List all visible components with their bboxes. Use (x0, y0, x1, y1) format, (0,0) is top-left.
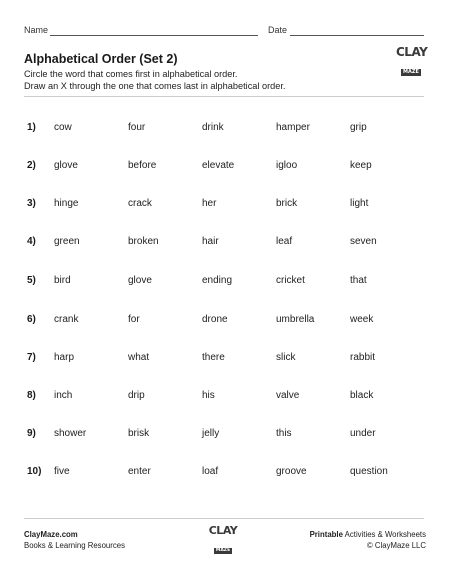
footer-printable-bold: Printable (309, 530, 343, 539)
footer-site: ClayMaze.com (24, 530, 78, 539)
worksheet-title: Alphabetical Order (Set 2) (24, 52, 178, 66)
word-option[interactable]: harp (54, 352, 75, 363)
word-row (0, 314, 450, 330)
word-option[interactable]: loaf (202, 466, 219, 477)
word-option[interactable]: his (202, 390, 215, 401)
word-row (0, 428, 450, 444)
word-row (0, 198, 450, 214)
word-option[interactable]: leaf (276, 236, 293, 247)
word-option[interactable]: light (350, 198, 369, 209)
word-option[interactable]: glove (128, 275, 152, 286)
word-option[interactable]: crank (54, 314, 79, 325)
footer-printable-rest: Activities & Worksheets (342, 530, 426, 539)
word-option[interactable]: there (202, 352, 225, 363)
word-option[interactable]: green (54, 236, 80, 247)
word-option[interactable]: brisk (128, 428, 150, 439)
word-option[interactable]: for (128, 314, 140, 325)
word-option[interactable]: brick (276, 198, 298, 209)
header-separator (24, 96, 424, 97)
footer-printable (310, 530, 426, 539)
word-option[interactable]: crack (128, 198, 152, 209)
row-number: 8) (27, 390, 36, 401)
word-row (0, 390, 450, 406)
row-number: 3) (27, 198, 36, 209)
instruction-line-1: Circle the word that comes first in alphabetical order. (24, 69, 238, 79)
word-option[interactable]: rabbit (350, 352, 376, 363)
word-row (0, 352, 450, 368)
word-option[interactable]: hinge (54, 198, 79, 209)
word-row (0, 160, 450, 176)
word-option[interactable]: five (54, 466, 70, 477)
date-label: Date (268, 25, 288, 35)
row-number: 9) (27, 428, 36, 439)
footer-logo-top-text: CLAY (208, 524, 238, 537)
footer-claymaze-logo (208, 525, 238, 555)
row-number: 4) (27, 236, 36, 247)
logo-top-text: CLAY (396, 45, 428, 59)
row-number: 5) (27, 275, 36, 286)
word-option[interactable]: question (350, 466, 388, 477)
word-option[interactable]: before (128, 160, 157, 171)
footer-separator (24, 518, 424, 519)
word-option[interactable]: groove (276, 466, 307, 477)
word-option[interactable]: bird (54, 275, 71, 286)
word-option[interactable]: valve (276, 390, 300, 401)
word-option[interactable]: enter (128, 466, 151, 477)
word-option[interactable]: ending (202, 275, 233, 286)
word-row (0, 275, 450, 291)
word-option[interactable]: week (350, 314, 374, 325)
word-option[interactable]: four (128, 122, 146, 133)
word-row (0, 122, 450, 138)
date-line (290, 35, 424, 36)
word-option[interactable]: cow (54, 122, 72, 133)
word-option[interactable]: inch (54, 390, 73, 401)
word-option[interactable]: jelly (202, 428, 220, 439)
word-option[interactable]: drip (128, 390, 145, 401)
word-option[interactable]: drink (202, 122, 224, 133)
row-number: 2) (27, 160, 36, 171)
word-option[interactable]: grip (350, 122, 367, 133)
word-option[interactable]: igloo (276, 160, 298, 171)
word-option[interactable]: under (350, 428, 376, 439)
word-option[interactable]: elevate (202, 160, 235, 171)
word-option[interactable]: shower (54, 428, 87, 439)
word-option[interactable]: drone (202, 314, 228, 325)
word-option[interactable]: keep (350, 160, 372, 171)
footer-copyright: © ClayMaze LLC (366, 541, 426, 550)
word-row (0, 236, 450, 252)
word-option[interactable]: umbrella (276, 314, 315, 325)
instruction-line-2: Draw an X through the one that comes last in alphabetical order. (24, 81, 286, 91)
word-option[interactable]: hamper (276, 122, 310, 133)
row-number: 1) (27, 122, 36, 133)
word-option[interactable]: cricket (276, 275, 305, 286)
word-row (0, 466, 450, 482)
name-line (50, 35, 258, 36)
word-option[interactable]: black (350, 390, 374, 401)
word-option[interactable]: slick (276, 352, 296, 363)
claymaze-logo (396, 46, 426, 77)
word-option[interactable]: glove (54, 160, 78, 171)
name-label: Name (24, 25, 49, 35)
word-option[interactable]: what (128, 352, 150, 363)
footer-tagline: Books & Learning Resources (24, 541, 125, 550)
row-number: 10) (27, 466, 42, 477)
footer-logo-bottom-text: MAZE (215, 548, 231, 553)
row-number: 7) (27, 352, 36, 363)
word-option[interactable]: that (350, 275, 367, 286)
logo-bottom-text: MAZE (403, 69, 419, 75)
word-option[interactable]: this (276, 428, 292, 439)
word-option[interactable]: her (202, 198, 217, 209)
word-option[interactable]: broken (128, 236, 159, 247)
word-option[interactable]: hair (202, 236, 219, 247)
word-option[interactable]: seven (350, 236, 377, 247)
row-number: 6) (27, 314, 36, 325)
